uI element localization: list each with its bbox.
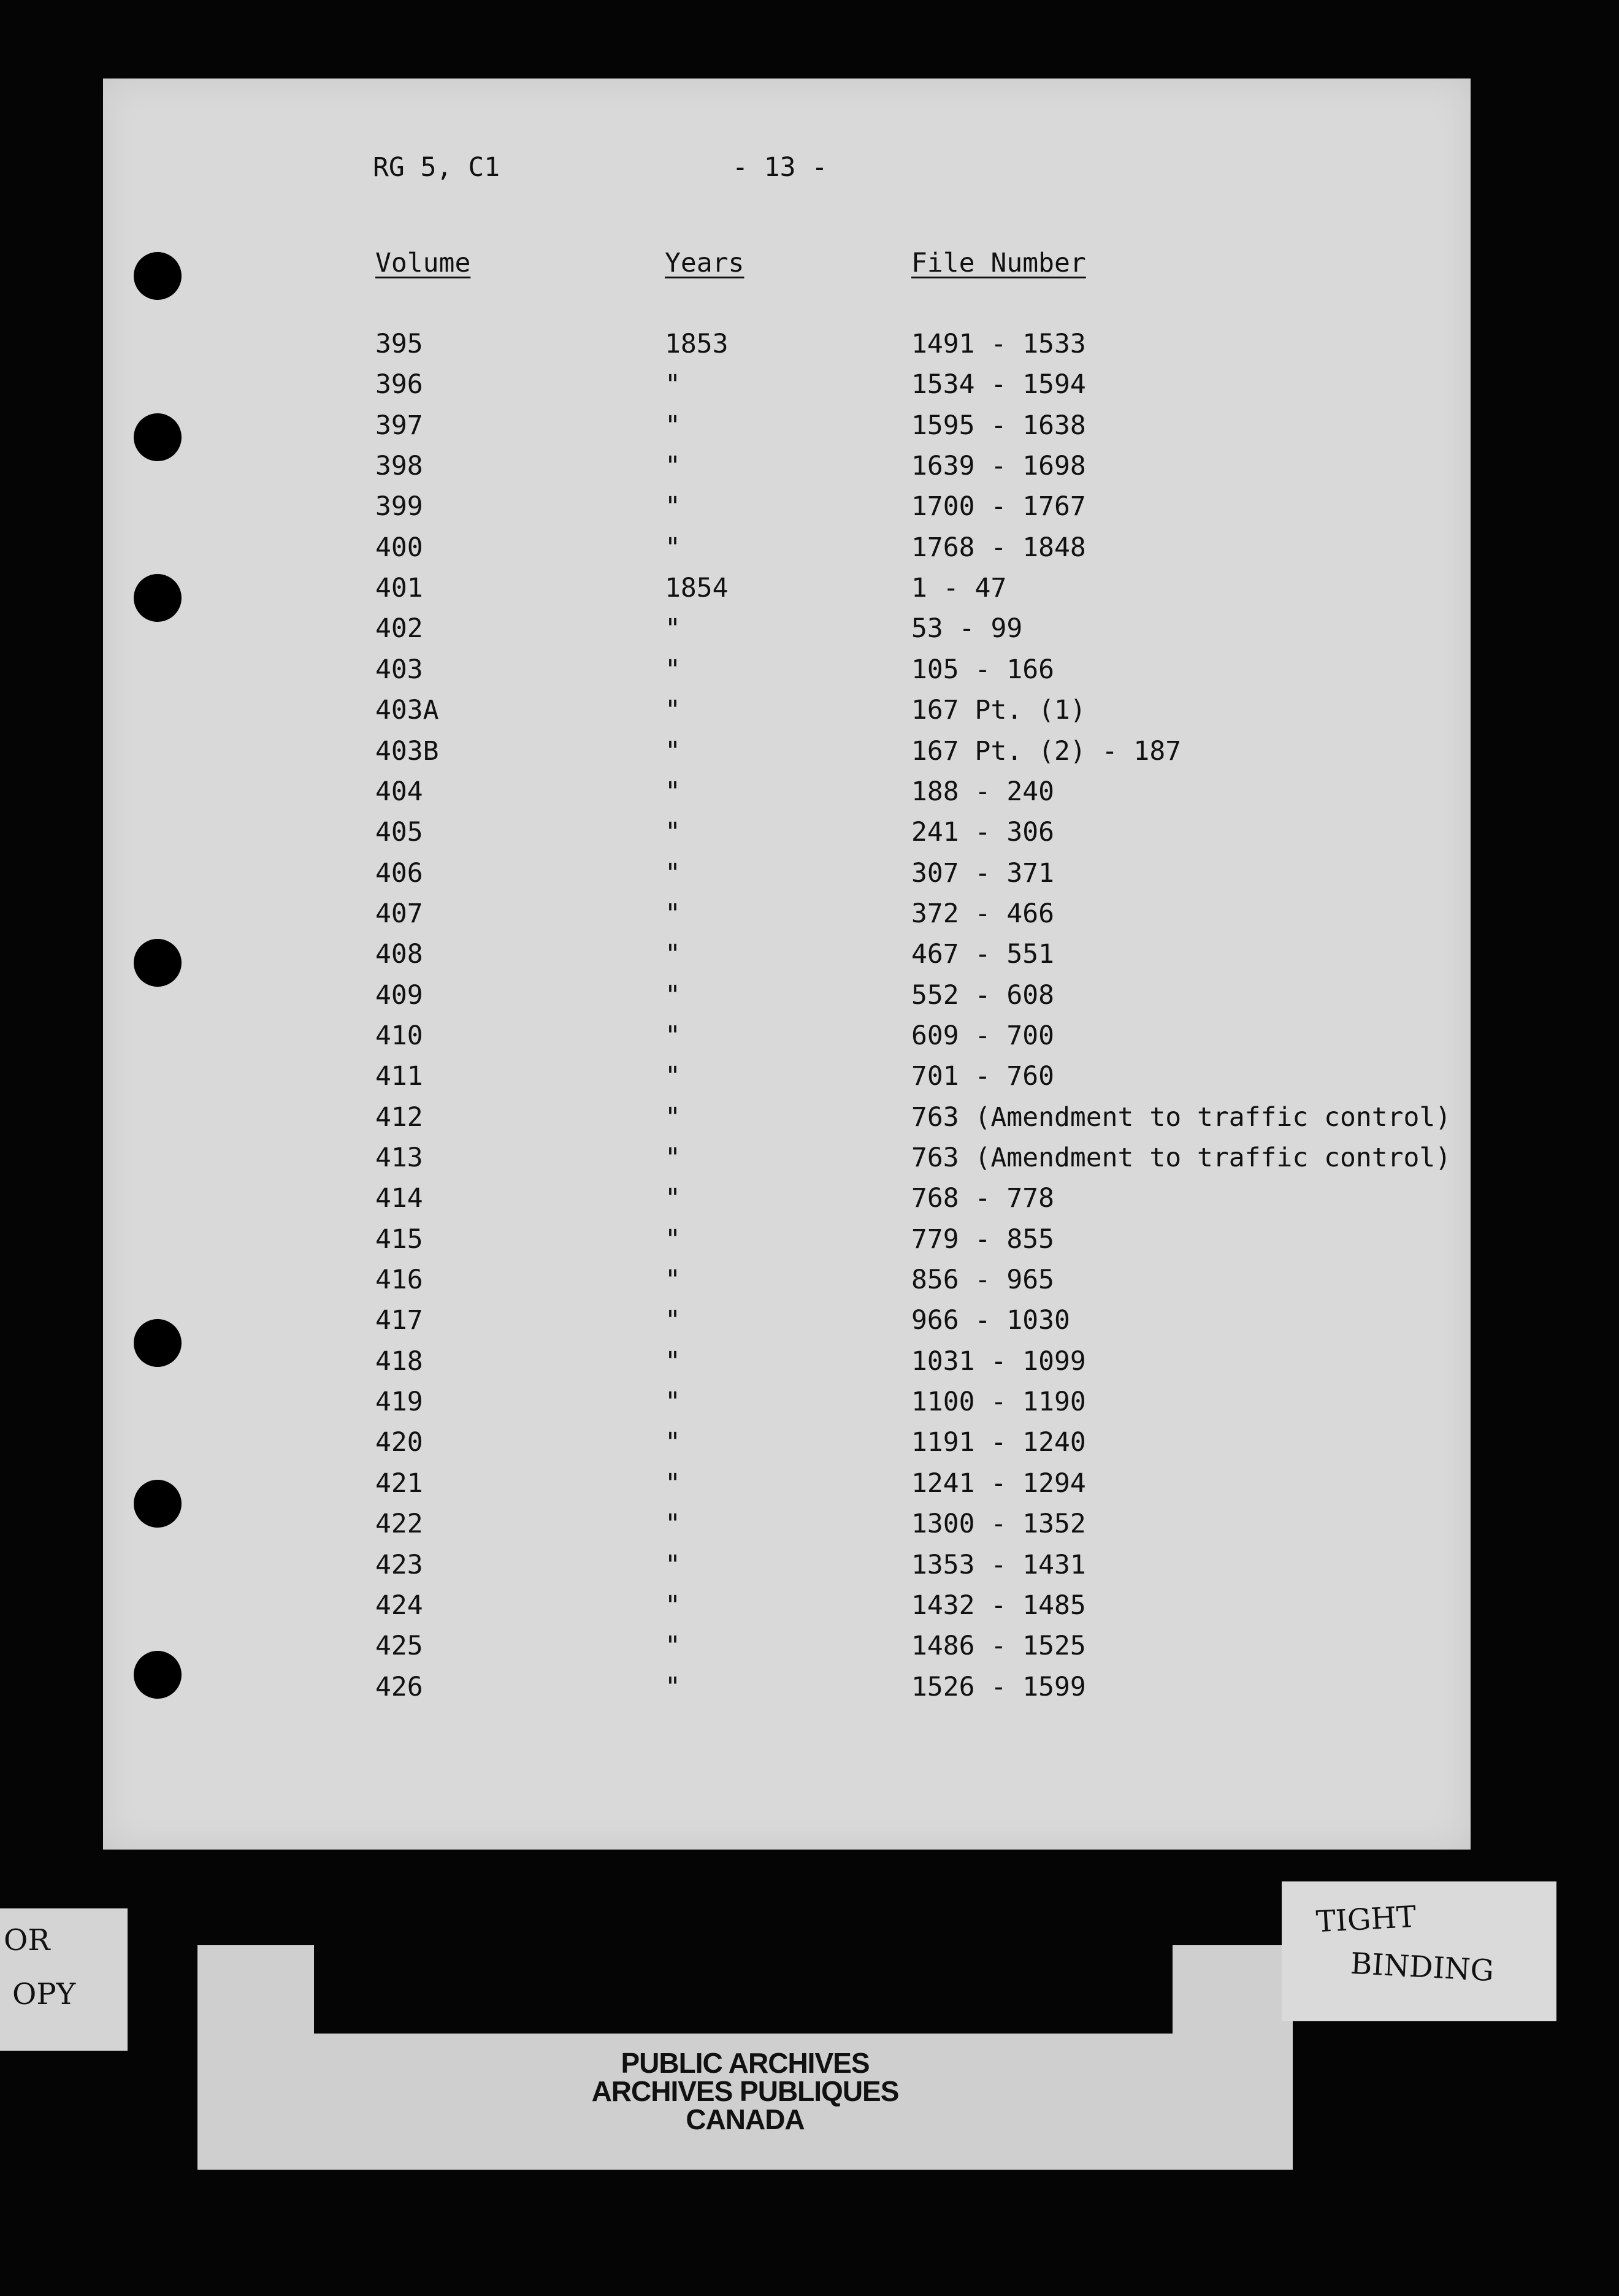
volume-cell: 396 [375,369,423,400]
volume-cell: 404 [375,776,423,807]
file-number-cell: 779 - 855 [911,1223,1054,1255]
years-cell: 1853 [665,329,729,359]
file-number-cell: 768 - 778 [911,1183,1054,1214]
file-number-cell: 1595 - 1638 [911,410,1086,441]
file-number-cell: 1300 - 1352 [911,1509,1086,1540]
file-number-cell: 1700 - 1767 [911,491,1086,522]
table-row [103,1468,1471,1511]
table-row [103,1549,1471,1593]
file-number-cell: 188 - 240 [911,776,1054,807]
years-cell: " [665,1509,681,1540]
volume-cell: 422 [375,1509,423,1540]
years-cell: " [665,979,681,1011]
years-cell: " [665,1345,681,1377]
table-row [103,453,1471,494]
volume-cell: 403B [375,735,439,767]
file-number-cell: 763 (Amendment to traffic control) [911,1142,1452,1173]
file-number-cell: 1639 - 1698 [911,451,1086,482]
years-cell: " [665,1549,681,1580]
volume-cell: 415 [375,1223,423,1255]
file-number-cell: 966 - 1030 [911,1305,1070,1336]
volume-cell: 395 [375,329,423,359]
years-cell: " [665,857,681,889]
binder-hole [134,252,182,300]
table-row [103,941,1471,982]
table-row [103,1511,1471,1552]
table-row [103,1185,1471,1226]
table-row [103,1020,1471,1063]
file-number-cell: 241 - 306 [911,817,1054,848]
years-cell: " [665,898,681,929]
volume-cell: 421 [375,1468,423,1499]
volume-cell: 409 [375,979,423,1011]
years-cell: " [665,776,681,807]
years-cell: " [665,1387,681,1418]
file-number-cell: 1768 - 1848 [911,532,1086,563]
column-header-file-number: File Number [911,248,1086,278]
file-number-cell: 1526 - 1599 [911,1671,1086,1702]
table-row [103,491,1471,534]
page-number: - 13 - [732,152,828,183]
table-row [103,1345,1471,1389]
volume-cell: 400 [375,532,423,563]
volume-cell: 412 [375,1101,423,1133]
reference-code: RG 5, C1 [373,152,500,183]
table-row [103,898,1471,941]
column-header-years: Years [665,248,744,278]
years-cell: " [665,1061,681,1092]
left-note-card [0,1908,128,2051]
years-cell: " [665,613,681,645]
note-tight: TIGHT [1315,1899,1417,1940]
volume-cell: 398 [375,451,423,482]
volume-cell: 406 [375,857,423,889]
file-number-cell: 167 Pt. (2) - 187 [911,735,1182,767]
file-number-cell: 552 - 608 [911,979,1054,1011]
volume-cell: 426 [375,1671,423,1702]
table-row [103,654,1471,697]
table-row [103,1142,1471,1185]
file-number-cell: 763 (Amendment to traffic control) [911,1101,1452,1133]
volume-cell: 425 [375,1631,423,1662]
years-cell: " [665,939,681,970]
years-cell: " [665,1671,681,1702]
volume-cell: 397 [375,410,423,441]
volume-cell: 417 [375,1305,423,1336]
file-number-cell: 609 - 700 [911,1020,1054,1051]
table-row [103,979,1471,1023]
file-number-cell: 1031 - 1099 [911,1345,1086,1377]
volume-cell: 424 [375,1590,423,1621]
years-cell: " [665,369,681,400]
volume-cell: 405 [375,817,423,848]
years-cell: " [665,1265,681,1296]
tight-binding-note [1282,1881,1556,2021]
volume-cell: 411 [375,1061,423,1092]
file-number-cell: 105 - 166 [911,654,1054,685]
volume-cell: 413 [375,1142,423,1173]
table-row [103,1671,1471,1715]
volume-cell: 420 [375,1427,423,1458]
table-row [103,410,1471,453]
volume-cell: 408 [375,939,423,970]
volume-cell: 403A [375,695,439,726]
file-number-cell: 53 - 99 [911,613,1023,645]
file-number-cell: 1353 - 1431 [911,1549,1086,1580]
years-cell: " [665,1631,681,1662]
volume-cell: 401 [375,573,423,604]
column-header-volume: Volume [375,248,471,278]
table-row [103,1590,1471,1633]
file-number-cell: 1534 - 1594 [911,369,1086,400]
years-cell: " [665,1427,681,1458]
file-number-cell: 1491 - 1533 [911,329,1086,359]
years-cell: " [665,451,681,482]
file-number-cell: 1241 - 1294 [911,1468,1086,1499]
years-cell: " [665,817,681,848]
table-row [103,857,1471,901]
volume-cell: 403 [375,654,423,685]
years-cell: " [665,410,681,441]
years-cell: " [665,1305,681,1336]
file-number-cell: 1486 - 1525 [911,1631,1086,1662]
table-row [103,1267,1471,1307]
volume-cell: 416 [375,1265,423,1296]
years-cell: " [665,695,681,726]
volume-cell: 418 [375,1345,423,1377]
stamp-line-canada: CANADA [686,2103,805,2135]
table-row [103,532,1471,575]
file-number-cell: 1100 - 1190 [911,1387,1086,1418]
table-row [103,1633,1471,1674]
volume-cell: 419 [375,1387,423,1418]
table-row [103,369,1471,412]
years-cell: " [665,491,681,522]
table-row [103,331,1471,372]
file-number-cell: 1432 - 1485 [911,1590,1086,1621]
table-row [103,697,1471,738]
volume-cell: 402 [375,613,423,645]
file-number-cell: 467 - 551 [911,939,1054,970]
file-number-cell: 372 - 466 [911,898,1054,929]
years-cell: " [665,1101,681,1133]
stamp-line-public-archives: PUBLIC ARCHIVES [621,2047,870,2079]
file-number-cell: 1191 - 1240 [911,1427,1086,1458]
volume-cell: 414 [375,1183,423,1214]
stamp-line-archives-publiques: ARCHIVES PUBLIQUES [591,2075,899,2107]
table-row [103,819,1471,860]
table-row [103,1307,1471,1348]
years-cell: " [665,1142,681,1173]
file-number-cell: 307 - 371 [911,857,1054,889]
years-cell: " [665,532,681,563]
years-cell: " [665,1590,681,1621]
table-row [103,1063,1471,1104]
years-cell: " [665,654,681,685]
years-cell: " [665,1183,681,1214]
left-note-line1: OR [4,1923,50,1957]
table-row [103,1101,1471,1145]
table-row [103,575,1471,616]
years-cell: " [665,1223,681,1255]
table-row [103,613,1471,656]
volume-cell: 407 [375,898,423,929]
years-cell: 1854 [665,573,729,604]
stamp-cutout [314,1945,1173,2034]
note-binding: BINDING [1349,1946,1495,1989]
left-note-line2: OPY [12,1977,76,2011]
table-row [103,1429,1471,1470]
years-cell: " [665,1020,681,1051]
table-row [103,776,1471,819]
file-number-cell: 856 - 965 [911,1265,1054,1296]
table-row [103,1389,1471,1429]
archives-stamp-card [197,1945,1293,2170]
table-row [103,735,1471,779]
volume-cell: 399 [375,491,423,522]
volume-cell: 423 [375,1549,423,1580]
file-number-cell: 701 - 760 [911,1061,1054,1092]
years-cell: " [665,735,681,767]
volume-cell: 410 [375,1020,423,1051]
file-number-cell: 167 Pt. (1) [911,695,1086,726]
years-cell: " [665,1468,681,1499]
file-number-cell: 1 - 47 [911,573,1007,604]
table-row [103,1223,1471,1267]
document-page [103,78,1471,1850]
